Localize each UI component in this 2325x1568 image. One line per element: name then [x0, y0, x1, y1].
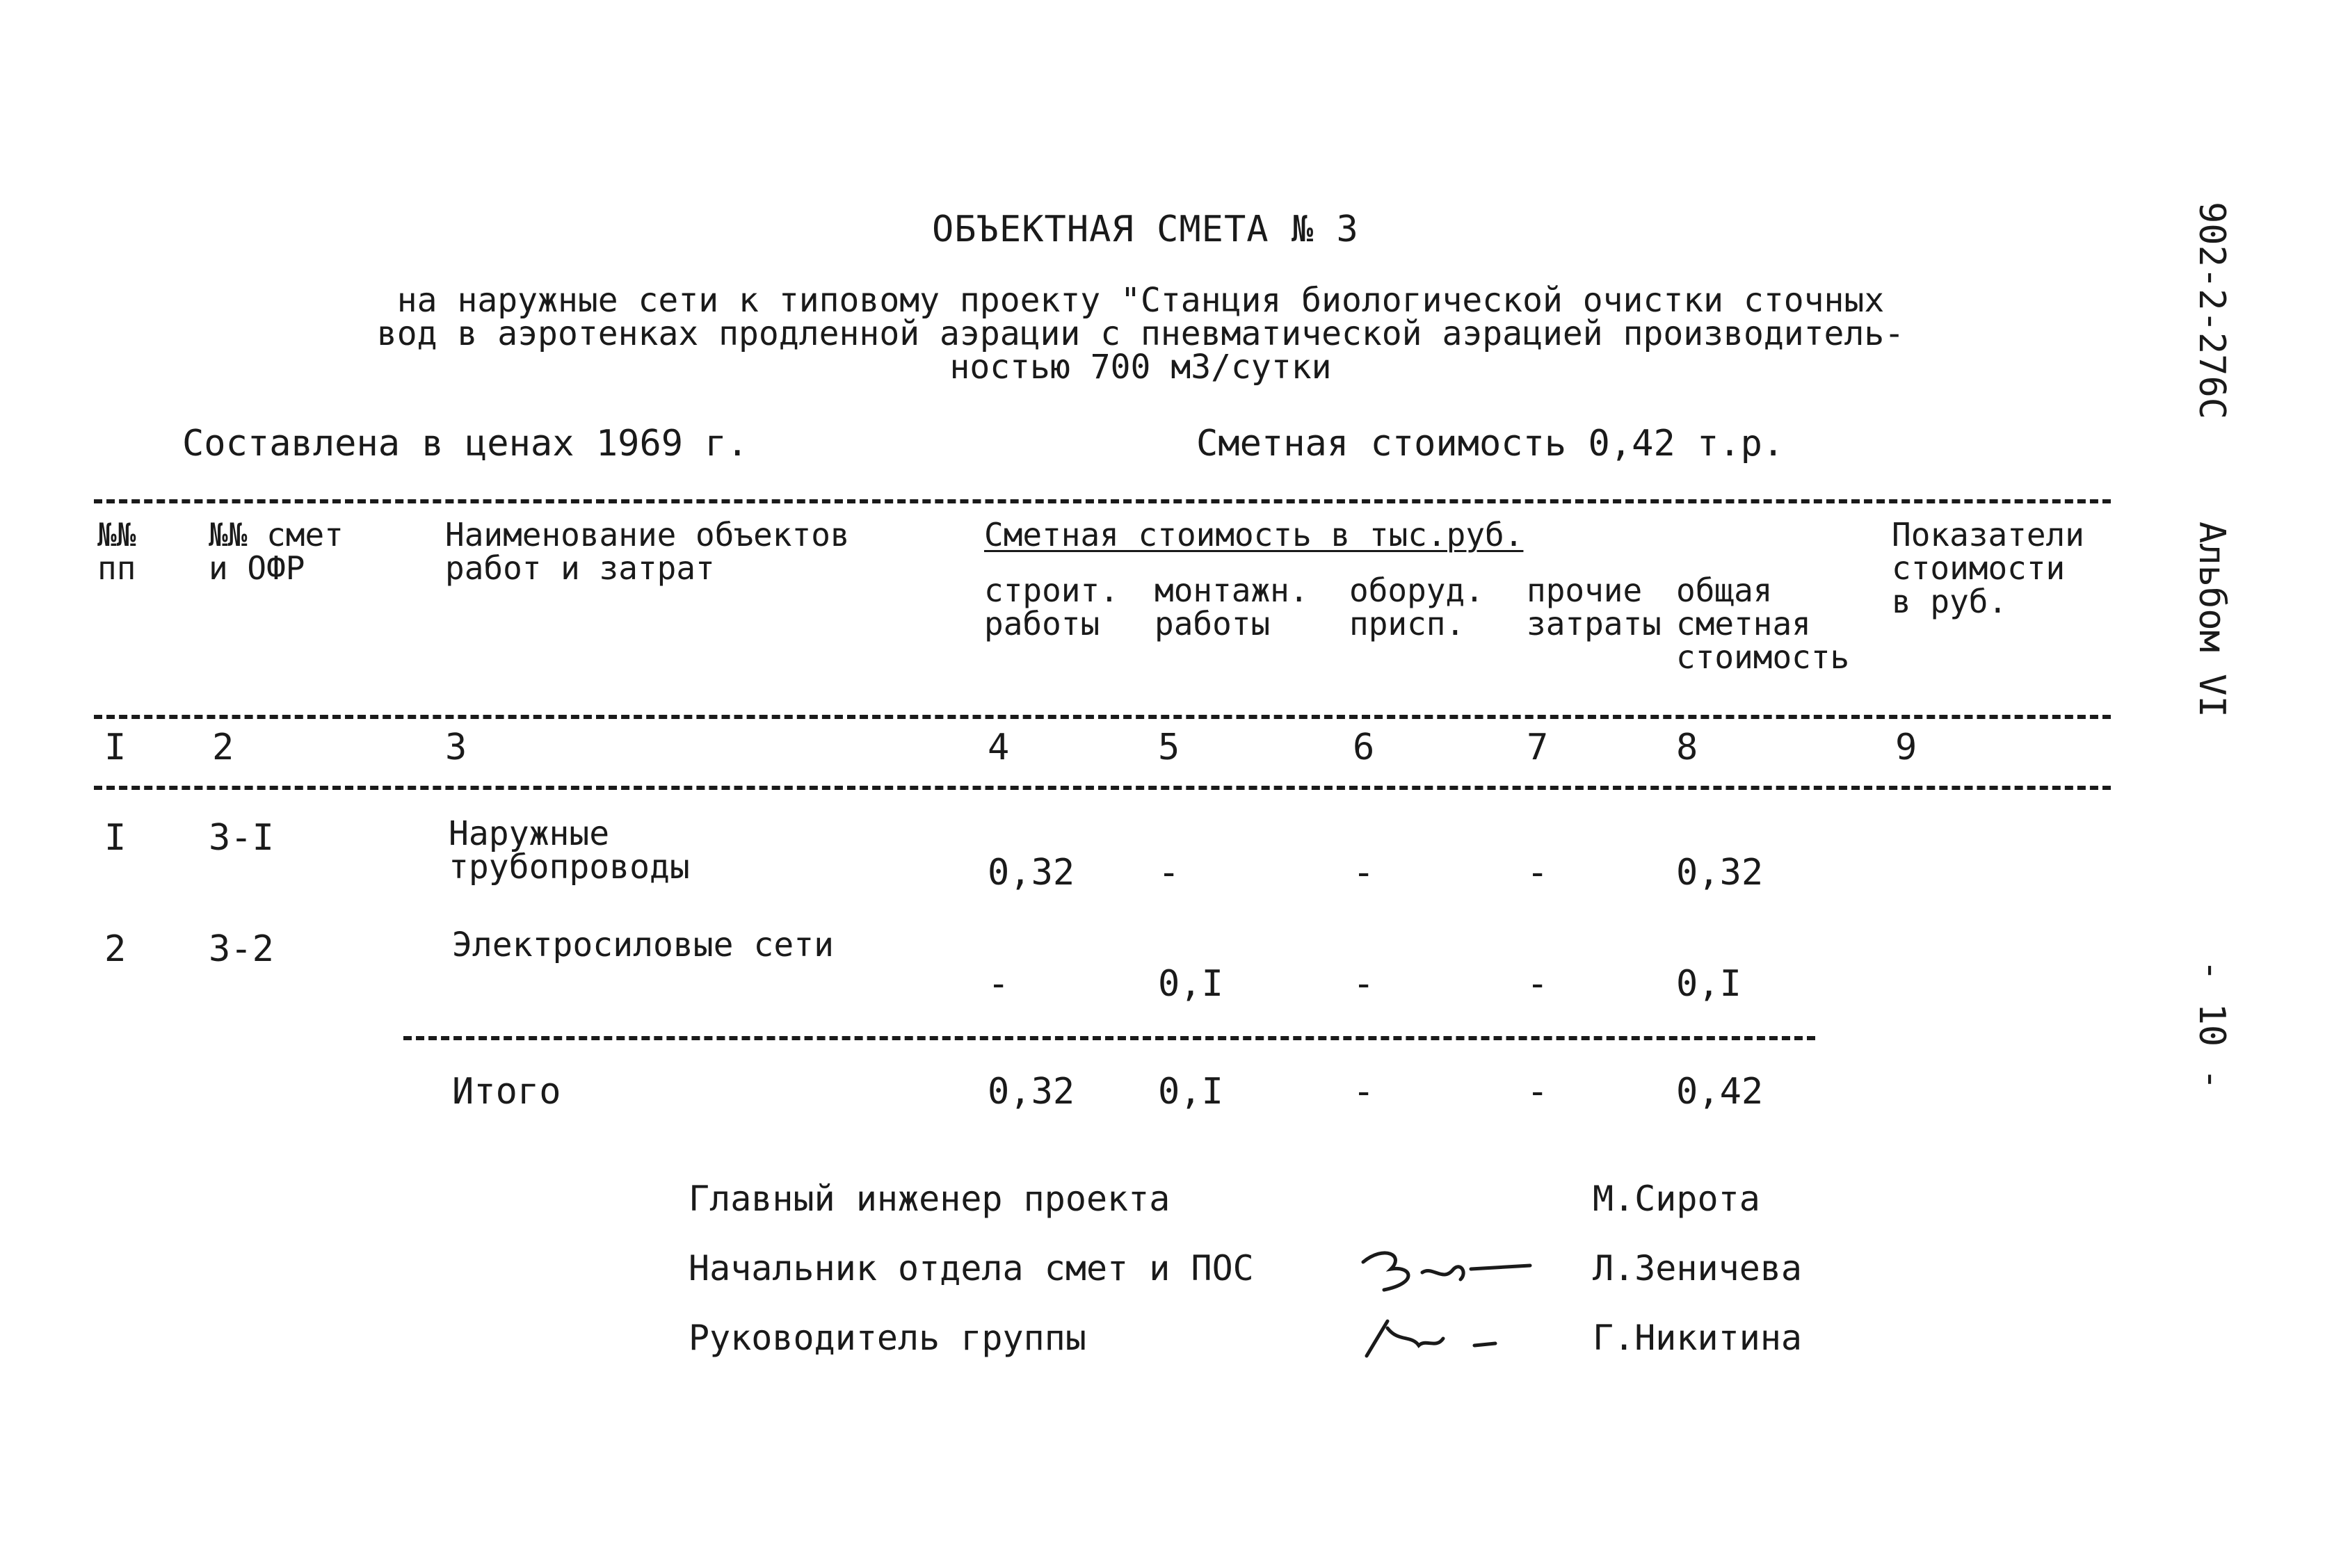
row1-build: 0,32: [988, 852, 1075, 894]
total-label: Итого: [452, 1071, 561, 1113]
total-build: 0,32: [988, 1071, 1075, 1113]
table-rule-total-top: [403, 1036, 1815, 1040]
row2-build: -: [988, 963, 1010, 1005]
header-col-estimate-no: №№ смет и ОФР: [209, 516, 344, 587]
row1-equip: -: [1353, 852, 1375, 894]
total-equip: -: [1353, 1071, 1375, 1113]
header-group-cost: Сметная стоимость в тыс.руб.: [984, 516, 1524, 553]
header-col-indicators: Показатели стоимости в руб.: [1892, 516, 2084, 620]
column-number: 2: [212, 727, 234, 768]
signature-name: М.Сирота: [1593, 1179, 1760, 1219]
row2-total: 0,I: [1676, 963, 1741, 1005]
header-col-pp: №№ пп: [97, 516, 136, 587]
header-col-other: прочие затраты: [1527, 572, 1662, 642]
side-album: Альбом VI: [2191, 522, 2233, 718]
total-total: 0,42: [1676, 1071, 1764, 1113]
handwritten-signature: [1356, 1307, 1523, 1373]
total-mount: 0,I: [1158, 1071, 1223, 1113]
document-title: ОБЪЕКТНАЯ СМЕТА № 3: [932, 209, 1359, 250]
signature-role: Главный инженер проекта: [689, 1179, 1170, 1219]
header-col-mount: монтажн. работы: [1155, 572, 1309, 642]
table-rule-top: [94, 499, 2111, 503]
column-number: 5: [1158, 727, 1180, 768]
row1-estimate: 3-I: [209, 817, 274, 859]
column-number: 6: [1353, 727, 1375, 768]
row2-equip: -: [1353, 963, 1375, 1005]
header-col-equip: оборуд. присп.: [1349, 572, 1484, 642]
header-col-total: общая сметная стоимость: [1676, 572, 1850, 676]
row2-name: Электросиловые сети: [452, 926, 835, 964]
side-page-number: - 10 -: [2191, 960, 2233, 1090]
column-number: 8: [1676, 727, 1698, 768]
side-project-code: 902-2-276С: [2191, 202, 2233, 420]
row2-mount: 0,I: [1158, 963, 1223, 1005]
row1-total: 0,32: [1676, 852, 1764, 894]
row1-name: Наружные трубопроводы: [449, 814, 690, 887]
subtitle-line: ностью 700 м3/сутки: [949, 348, 1332, 387]
row2-estimate: 3-2: [209, 928, 274, 970]
signature-name: Л.Зеничева: [1593, 1248, 1803, 1288]
row1-mount: -: [1158, 852, 1180, 894]
column-number: 9: [1895, 727, 1917, 768]
subtitle-line: вод в аэротенках продленной аэрации с пневматической аэрацией производитель-: [376, 314, 1905, 353]
column-number: 3: [445, 727, 467, 768]
signature-name: Г.Никитина: [1593, 1318, 1803, 1358]
table-rule-header-bottom: [94, 715, 2111, 719]
column-number: 4: [988, 727, 1010, 768]
total-other: -: [1527, 1071, 1549, 1113]
row2-other: -: [1527, 963, 1549, 1005]
document-subtitle: [313, 281, 1968, 387]
prices-year: Составлена в ценах 1969 г.: [182, 423, 748, 464]
column-number: I: [104, 727, 127, 768]
row1-number: I: [104, 817, 127, 859]
header-col-build: строит. работы: [984, 572, 1119, 642]
estimated-cost: Сметная стоимость 0,42 т.р.: [1196, 423, 1785, 464]
column-number: 7: [1527, 727, 1549, 768]
signature-role: Начальник отдела смет и ПОС: [689, 1248, 1254, 1288]
table-rule-numbers-bottom: [94, 786, 2111, 790]
signature-role: Руководитель группы: [689, 1318, 1086, 1358]
row2-number: 2: [104, 928, 127, 970]
subtitle-line: на наружные сети к типовому проекту "Станция биологической очистки сточных: [396, 281, 1885, 320]
header-col-name: Наименование объектов работ и затрат: [445, 516, 850, 587]
row1-other: -: [1527, 852, 1549, 894]
handwritten-signature: [1356, 1241, 1537, 1307]
